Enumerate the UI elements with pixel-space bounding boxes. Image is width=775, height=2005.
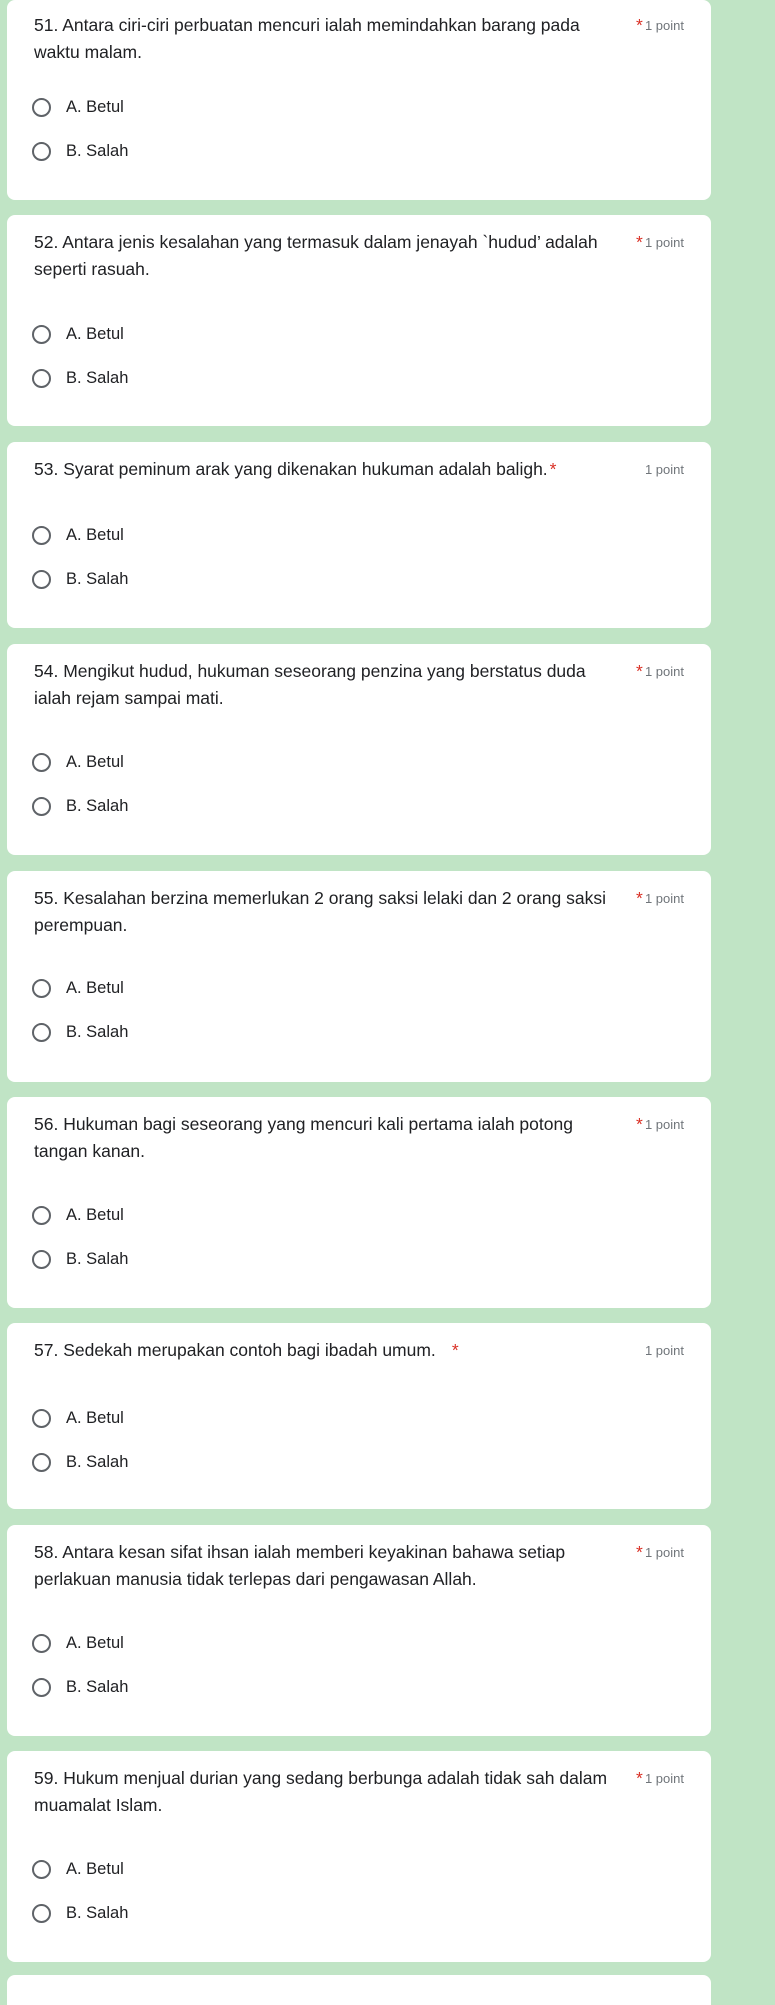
question-title: 51. Antara ciri-ciri perbuatan mencuri ialah memindahkan barang pada waktu malam. <box>34 15 580 62</box>
points-label: 1 point <box>644 891 684 906</box>
question-card-56 <box>7 1097 711 1308</box>
option-a[interactable] <box>32 1854 124 1884</box>
question-card-52 <box>7 215 711 426</box>
option-a[interactable] <box>32 319 124 349</box>
question-title: 54. Mengikut hudud, hukuman seseorang penzina yang berstatus duda ialah rejam sampai mati. <box>34 661 586 708</box>
option-label: A. Betul <box>66 978 124 997</box>
question-title <box>34 1337 619 1364</box>
points-label: 1 point <box>644 1343 684 1358</box>
question-title: 58. Antara kesan sifat ihsan ialah memberi keyakinan bahawa setiap perlakuan manusia tidak terlepas dari pengawasan Allah. <box>34 1542 566 1589</box>
radio-button[interactable] <box>32 1409 51 1428</box>
next-question-card <box>7 1975 711 2005</box>
radio-button[interactable] <box>32 369 51 388</box>
question-card-55 <box>7 871 711 1082</box>
option-b[interactable] <box>32 1447 128 1477</box>
radio-button[interactable] <box>32 1206 51 1225</box>
option-b[interactable] <box>32 564 128 594</box>
radio-button[interactable] <box>32 1634 51 1653</box>
radio-button[interactable] <box>32 1678 51 1697</box>
option-b[interactable] <box>32 1017 128 1047</box>
radio-button[interactable] <box>32 797 51 816</box>
question-title: 52. Antara jenis kesalahan yang termasuk dalam jenayah `hudud’ adalah seperti rasuah. <box>34 232 598 279</box>
question-text: 53. Syarat peminum arak yang dikenakan hukuman adalah baligh. <box>34 459 548 479</box>
radio-button[interactable] <box>32 142 51 161</box>
option-label: A. Betul <box>66 1859 124 1878</box>
question-card-57 <box>7 1323 711 1509</box>
option-a[interactable] <box>32 973 124 1003</box>
option-b[interactable] <box>32 1244 128 1274</box>
required-asterisk: * <box>636 1768 643 1788</box>
required-asterisk: * <box>636 1542 643 1562</box>
radio-button[interactable] <box>32 1453 51 1472</box>
question-title <box>34 456 619 483</box>
option-a[interactable] <box>32 1200 124 1230</box>
question-text: 57. Sedekah merupakan contoh bagi ibadah umum. <box>34 1340 436 1360</box>
question-card-51 <box>7 0 711 200</box>
option-a[interactable] <box>32 92 124 122</box>
option-label: A. Betul <box>66 1205 124 1224</box>
option-label: B. Salah <box>66 1452 129 1471</box>
required-asterisk: * <box>636 15 643 35</box>
option-b[interactable] <box>32 363 128 393</box>
required-asterisk: * <box>636 661 643 681</box>
option-label: B. Salah <box>66 796 129 815</box>
option-label: A. Betul <box>66 752 124 771</box>
option-b[interactable] <box>32 1672 128 1702</box>
required-asterisk: * <box>451 1340 459 1360</box>
option-b[interactable] <box>32 1898 128 1928</box>
points-label: 1 point <box>644 1771 684 1786</box>
radio-button[interactable] <box>32 979 51 998</box>
question-title: 55. Kesalahan berzina memerlukan 2 orang saksi lelaki dan 2 orang saksi perempuan. <box>34 888 606 935</box>
question-card-58 <box>7 1525 711 1736</box>
option-a[interactable] <box>32 520 124 550</box>
option-a[interactable] <box>32 747 124 777</box>
option-label: B. Salah <box>66 1249 129 1268</box>
points-label: 1 point <box>644 1545 684 1560</box>
option-a[interactable] <box>32 1403 124 1433</box>
question-title: 56. Hukuman bagi seseorang yang mencuri kali pertama ialah potong tangan kanan. <box>34 1114 573 1161</box>
points-label: 1 point <box>644 462 684 477</box>
option-label: B. Salah <box>66 569 129 588</box>
radio-button[interactable] <box>32 753 51 772</box>
radio-button[interactable] <box>32 1023 51 1042</box>
option-label: A. Betul <box>66 1633 124 1652</box>
option-label: B. Salah <box>66 141 129 160</box>
radio-button[interactable] <box>32 325 51 344</box>
question-card-54 <box>7 644 711 855</box>
radio-button[interactable] <box>32 1860 51 1879</box>
option-label: B. Salah <box>66 1677 129 1696</box>
points-label: 1 point <box>644 664 684 679</box>
points-label: 1 point <box>644 235 684 250</box>
points-label: 1 point <box>644 18 684 33</box>
required-asterisk: * <box>549 459 557 479</box>
question-card-53 <box>7 442 711 628</box>
option-label: B. Salah <box>66 1903 129 1922</box>
required-asterisk: * <box>636 232 643 252</box>
required-asterisk: * <box>636 1114 643 1134</box>
option-label: A. Betul <box>66 525 124 544</box>
radio-button[interactable] <box>32 98 51 117</box>
radio-button[interactable] <box>32 526 51 545</box>
option-label: A. Betul <box>66 97 124 116</box>
radio-button[interactable] <box>32 1904 51 1923</box>
option-b[interactable] <box>32 136 128 166</box>
points-label: 1 point <box>644 1117 684 1132</box>
question-title: 59. Hukum menjual durian yang sedang berbunga adalah tidak sah dalam muamalat Islam. <box>34 1768 608 1815</box>
option-label: A. Betul <box>66 1408 124 1427</box>
option-label: B. Salah <box>66 1022 129 1041</box>
radio-button[interactable] <box>32 570 51 589</box>
question-card-59 <box>7 1751 711 1962</box>
option-b[interactable] <box>32 791 128 821</box>
radio-button[interactable] <box>32 1250 51 1269</box>
option-label: B. Salah <box>66 368 129 387</box>
required-asterisk: * <box>636 888 643 908</box>
option-a[interactable] <box>32 1628 124 1658</box>
option-label: A. Betul <box>66 324 124 343</box>
